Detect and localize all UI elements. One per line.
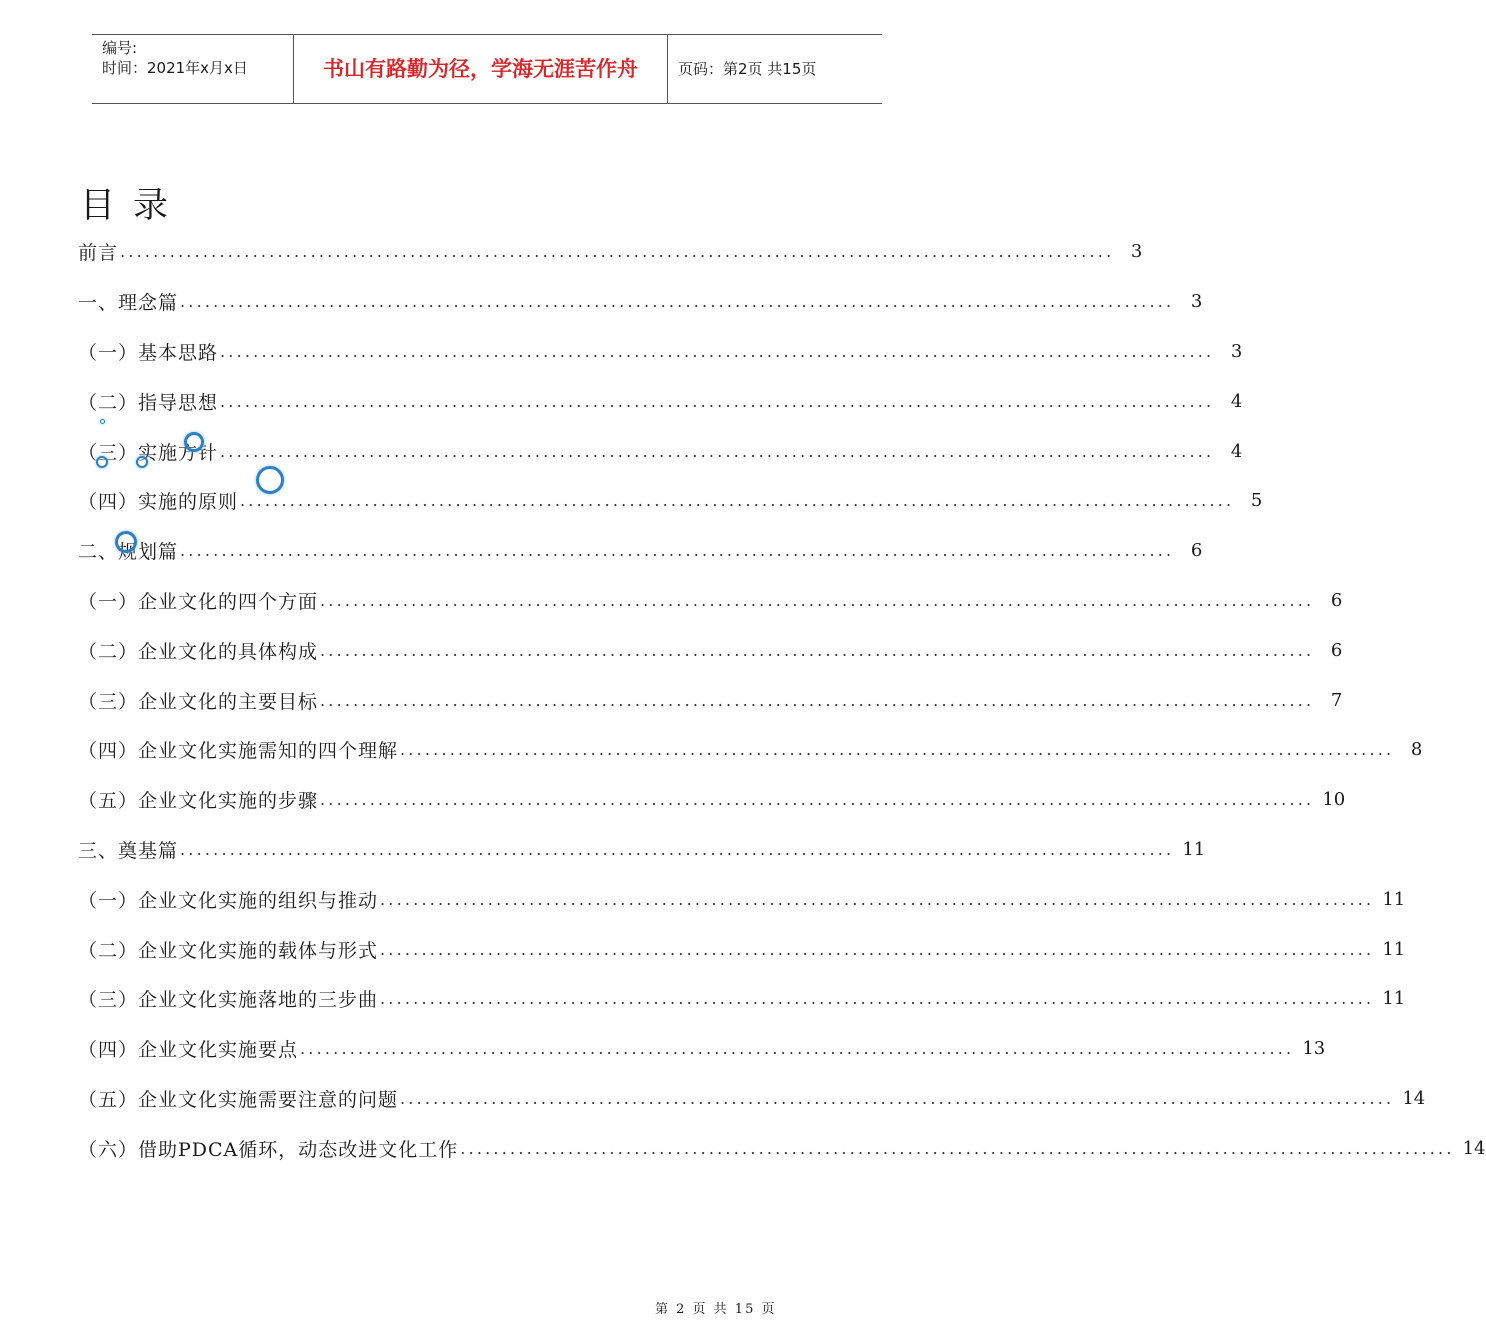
toc-entry[interactable] — [78, 874, 1406, 924]
toc-entry-page: 3 — [1190, 291, 1203, 313]
decorative-circle — [136, 456, 148, 468]
toc-entry-page: 6 — [1330, 589, 1343, 611]
toc-leader-dots: ........................................................................................................................ — [220, 341, 1215, 361]
header-time-label: 时间：2021年x月x日 — [102, 59, 248, 77]
toc-entry-page: 11 — [1182, 838, 1206, 860]
decorative-circle — [115, 531, 137, 553]
toc-entry-page: 7 — [1330, 689, 1343, 711]
toc-leader-dots: ........................................................................................................................ — [460, 1138, 1455, 1158]
toc-entry-page: 3 — [1130, 241, 1143, 263]
toc-entry-page: 6 — [1190, 540, 1203, 562]
toc-entry[interactable] — [78, 526, 1203, 576]
toc-entry[interactable] — [78, 825, 1206, 875]
toc-entry-page: 5 — [1250, 490, 1263, 512]
toc-leader-dots: ........................................................................................................................ — [380, 939, 1375, 959]
toc-entry[interactable] — [78, 327, 1243, 377]
toc-entry-label: 一、理念篇 — [78, 292, 179, 315]
toc-leader-dots: ........................................................................................................................ — [380, 989, 1375, 1009]
toc-entry-page: 10 — [1322, 789, 1346, 811]
toc-entry-label: （三）实施方针 — [78, 441, 219, 464]
decorative-circle — [184, 432, 204, 452]
toc-leader-dots: ........................................................................................................................ — [120, 242, 1115, 262]
toc-leader-dots: ........................................................................................................................ — [320, 690, 1315, 710]
toc-entry-page: 6 — [1330, 639, 1343, 661]
header-number-label: 编号: — [102, 39, 138, 57]
toc-entry-label: 三、奠基篇 — [78, 839, 179, 862]
toc-entry[interactable] — [78, 675, 1343, 725]
toc-entry-page: 11 — [1382, 888, 1406, 910]
toc-entry-label: （二）指导思想 — [78, 391, 219, 414]
page-footer: 第 2 页 共 15 页 — [655, 1302, 777, 1317]
toc-leader-dots: ........................................................................................................................ — [240, 491, 1235, 511]
toc-entry-page: 4 — [1230, 390, 1243, 412]
toc-entry-label: （二）企业文化的具体构成 — [78, 640, 319, 663]
toc-title: 目录 — [80, 186, 187, 226]
toc-entry[interactable] — [78, 576, 1343, 626]
toc-entry[interactable] — [78, 725, 1423, 775]
page-header — [92, 34, 882, 104]
toc-entry-page: 4 — [1230, 440, 1243, 462]
decorative-circle — [256, 466, 284, 494]
toc-entry-label: （四）实施的原则 — [78, 491, 239, 514]
toc-entry-label: 二、规划篇 — [78, 541, 179, 564]
toc-entry-label: 前言 — [78, 242, 119, 265]
toc-entry[interactable] — [78, 476, 1263, 526]
toc-entry-label: （六）借助PDCA循环，动态改进文化工作 — [78, 1138, 459, 1161]
toc-leader-dots: ........................................................................................................................ — [180, 839, 1175, 859]
toc-entry-page: 11 — [1382, 988, 1406, 1010]
toc-leader-dots: ........................................................................................................................ — [320, 790, 1315, 810]
toc-leader-dots: ........................................................................................................................ — [220, 391, 1215, 411]
header-page-info: 页码：第2页 共15页 — [678, 60, 817, 78]
toc-entry-page: 14 — [1462, 1137, 1486, 1159]
toc-entry[interactable] — [78, 426, 1243, 476]
toc-entry-page: 11 — [1382, 938, 1406, 960]
toc-leader-dots: ........................................................................................................................ — [380, 889, 1375, 909]
toc-leader-dots: ........................................................................................................................ — [180, 292, 1175, 312]
toc-entry-label: （三）企业文化的主要目标 — [78, 690, 319, 713]
toc-entry-label: （一）企业文化的四个方面 — [78, 590, 319, 613]
toc-entry-label: （五）企业文化实施需要注意的问题 — [78, 1088, 399, 1111]
decorative-circle — [100, 419, 105, 424]
toc-entry[interactable] — [78, 924, 1406, 974]
toc-entry-label: （三）企业文化实施落地的三步曲 — [78, 989, 379, 1012]
toc-entry-page: 13 — [1302, 1038, 1326, 1060]
header-meta — [92, 35, 294, 103]
toc-entry-page: 14 — [1402, 1087, 1426, 1109]
toc-entry[interactable] — [78, 227, 1143, 277]
toc-entry-label: （四）企业文化实施需知的四个理解 — [78, 740, 399, 763]
toc-leader-dots: ........................................................................................................................ — [320, 640, 1315, 660]
toc-leader-dots: ........................................................................................................................ — [320, 590, 1315, 610]
toc-entry[interactable] — [78, 1074, 1426, 1124]
toc-entry-label: （五）企业文化实施的步骤 — [78, 790, 319, 813]
toc-entry[interactable] — [78, 625, 1343, 675]
decorative-circle — [96, 456, 108, 468]
toc-leader-dots: ........................................................................................................................ — [400, 1088, 1395, 1108]
toc-entry[interactable] — [78, 775, 1346, 825]
toc-entry[interactable] — [78, 1123, 1486, 1173]
toc-entry-label: （二）企业文化实施的载体与形式 — [78, 939, 379, 962]
toc-leader-dots: ........................................................................................................................ — [180, 541, 1175, 561]
toc-entry-label: （四）企业文化实施要点 — [78, 1039, 299, 1062]
toc-leader-dots: ........................................................................................................................ — [400, 740, 1395, 760]
toc-entry-page: 3 — [1230, 340, 1243, 362]
toc-entry[interactable] — [78, 1024, 1326, 1074]
toc-entry-label: （一）企业文化实施的组织与推动 — [78, 889, 379, 912]
toc-leader-dots: ........................................................................................................................ — [220, 441, 1215, 461]
table-of-contents — [78, 227, 1486, 1173]
toc-entry[interactable] — [78, 974, 1406, 1024]
toc-leader-dots: ........................................................................................................................ — [300, 1039, 1295, 1059]
toc-entry-page: 8 — [1410, 739, 1423, 761]
toc-entry[interactable] — [78, 277, 1203, 327]
toc-entry[interactable] — [78, 376, 1243, 426]
header-motto: 书山有路勤为径，学海无涯苦作舟 — [294, 35, 668, 103]
toc-entry-label: （一）基本思路 — [78, 341, 219, 364]
